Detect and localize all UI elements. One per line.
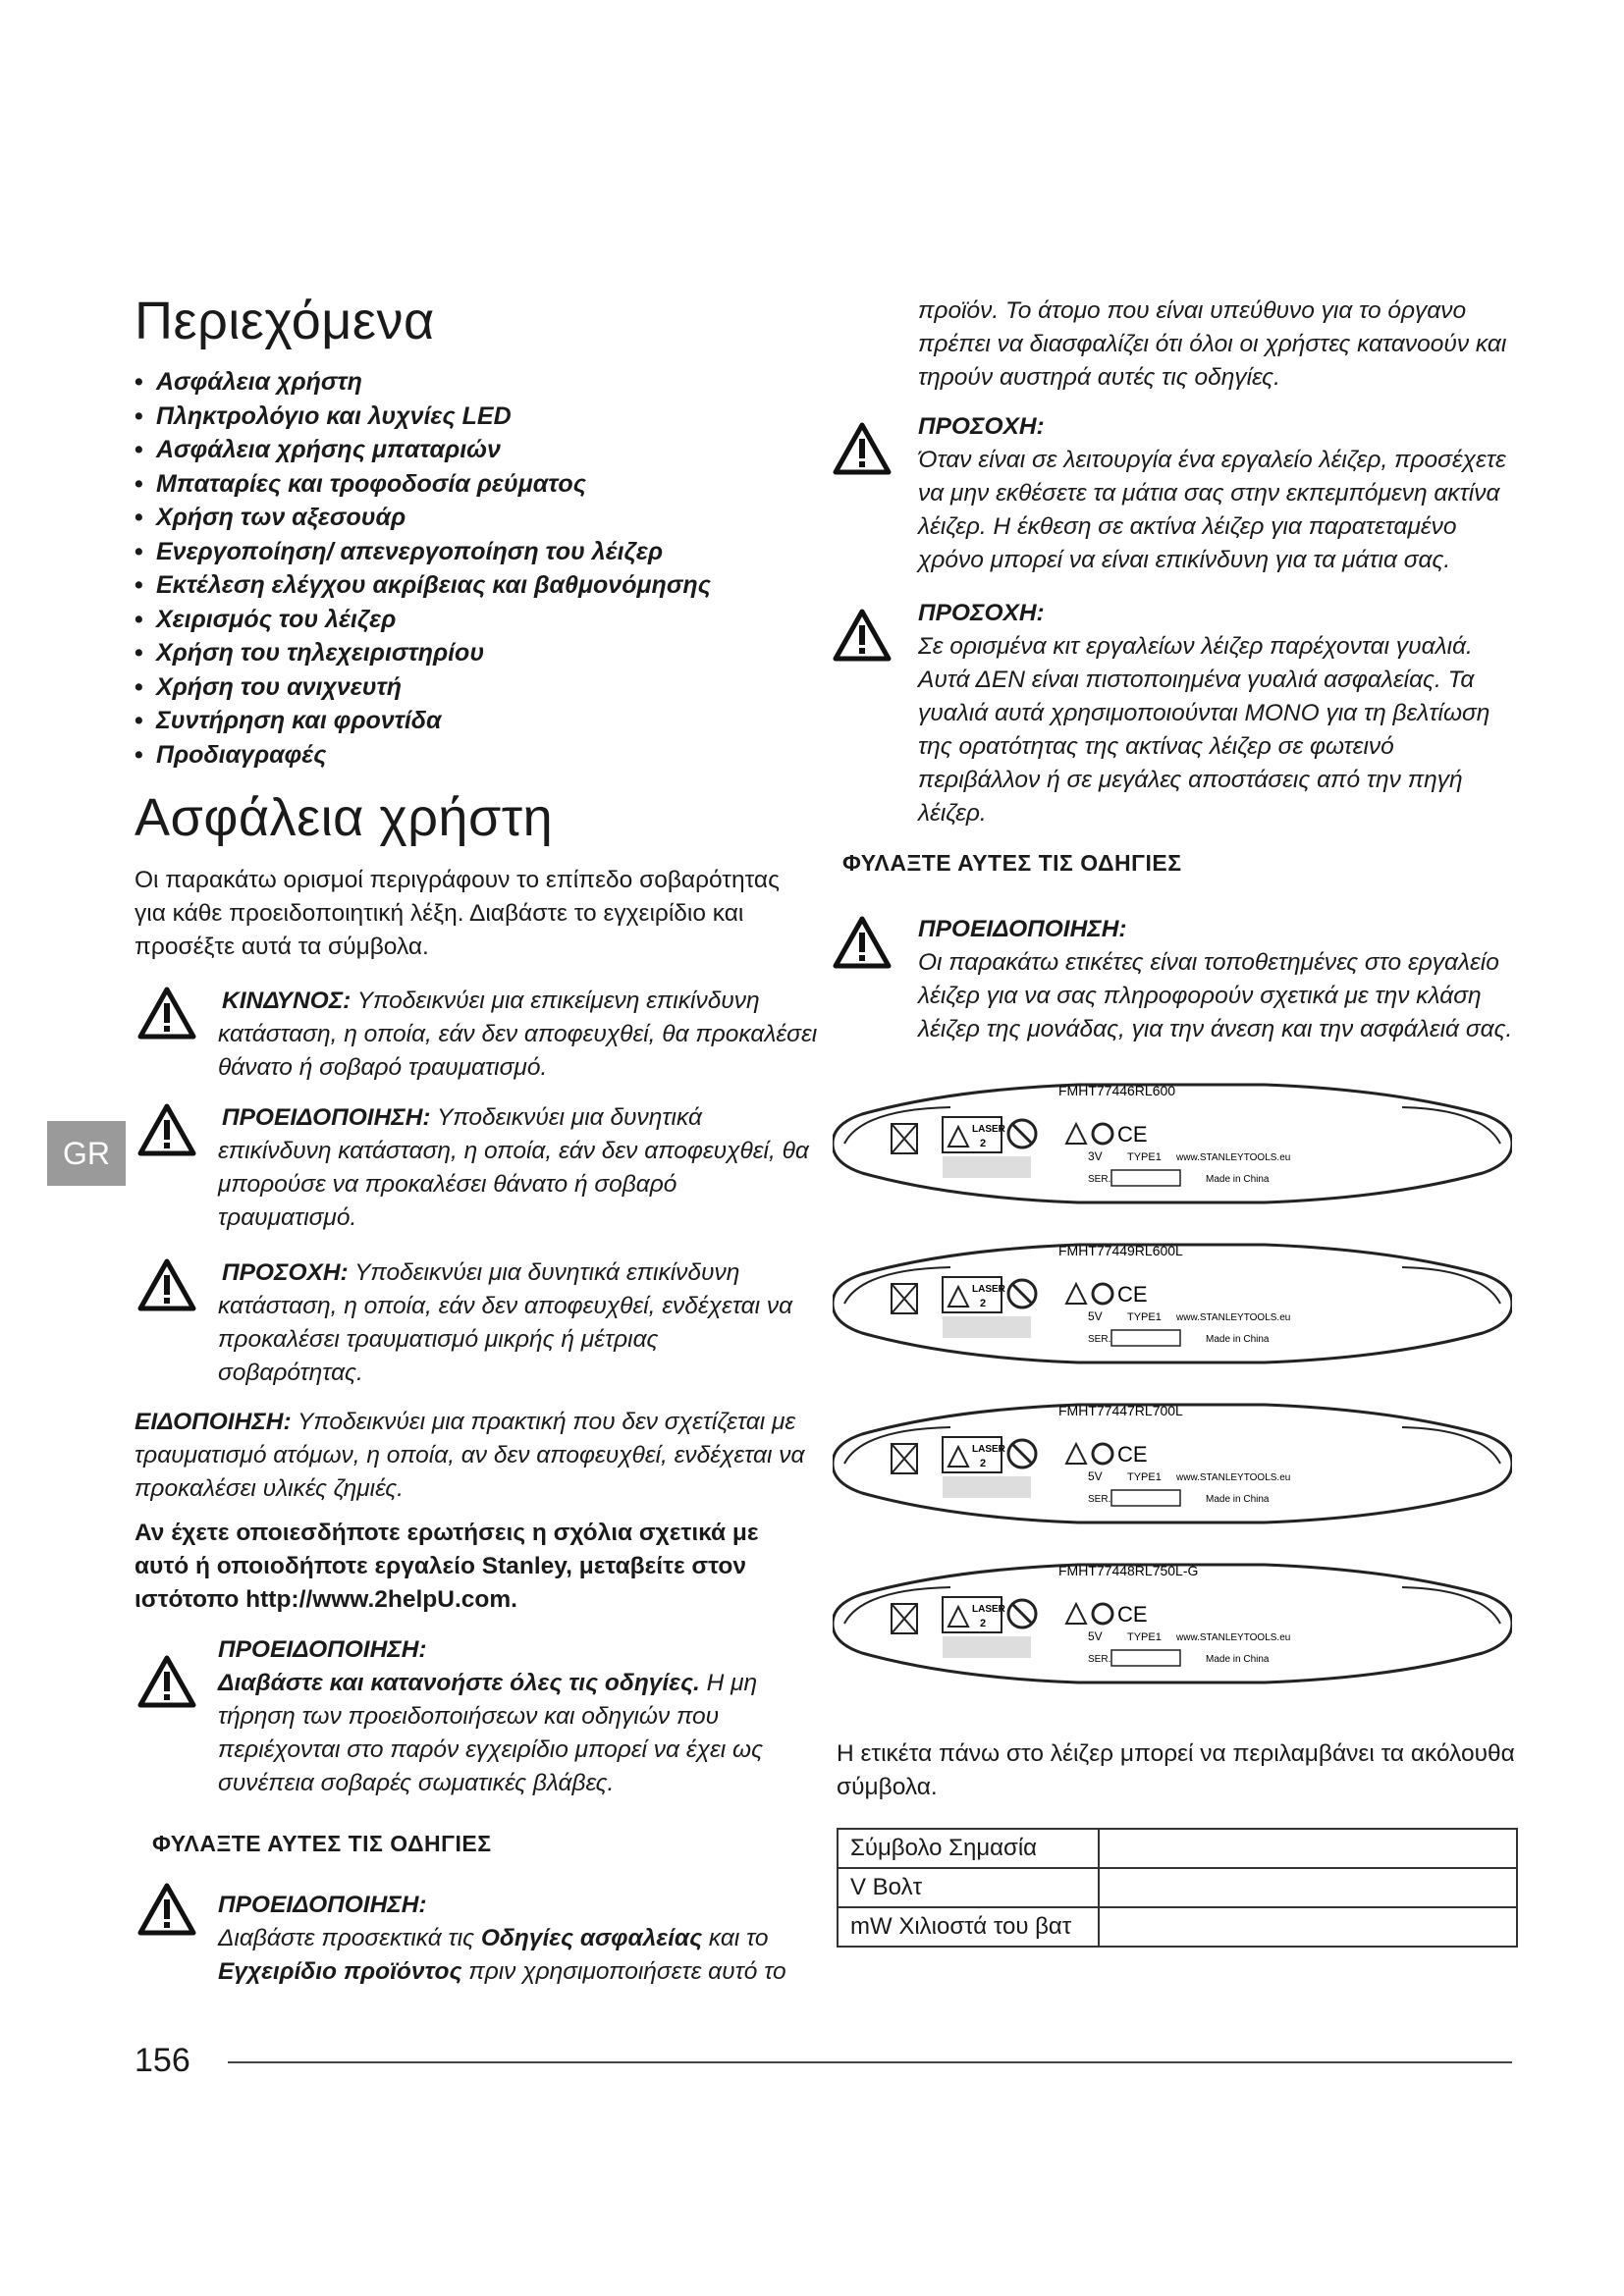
svg-text:5V: 5V	[1088, 1629, 1103, 1643]
laser-label	[833, 1390, 1512, 1537]
laser-label	[833, 1070, 1512, 1217]
keep-instructions-heading: ΦΥΛΑΞΤΕ ΑΥΤΕΣ ΤΙΣ ΟΔΗΓΙΕΣ	[152, 1831, 492, 1856]
svg-text:3V: 3V	[1088, 1149, 1103, 1163]
warning-triangle-icon	[137, 1883, 196, 1936]
notice-definition: ΕΙΔΟΠΟΙΗΣΗ: Υποδεικνύει μια πρακτική που δεν σχετίζεται με τραυματισμό ατόμων, η οποία, αν δεν αποφευχθεί, ενδέχεται να προκαλέσει υλικές ζημιές.	[135, 1409, 805, 1502]
table-cell	[1099, 1868, 1517, 1907]
keep-instructions-heading: ΦΥΛΑΞΤΕ ΑΥΤΕΣ ΤΙΣ ΟΔΗΓΙΕΣ	[842, 850, 1182, 876]
laser-label	[833, 1550, 1512, 1697]
table-cell: mW Χιλιοστά του βατ	[838, 1907, 1099, 1947]
svg-text:TYPE1: TYPE1	[1127, 1631, 1162, 1643]
warning-triangle-icon	[833, 422, 892, 475]
contents-list	[135, 365, 711, 772]
svg-text:Made in China: Made in China	[1206, 1334, 1270, 1345]
svg-text:LASER: LASER	[972, 1124, 1005, 1135]
svg-text:FMHT77446RL600: FMHT77446RL600	[1058, 1083, 1176, 1098]
svg-text:CE: CE	[1117, 1282, 1148, 1307]
svg-text:5V: 5V	[1088, 1469, 1103, 1483]
toc-item[interactable]: • Ασφάλεια χρήσης μπαταριών	[135, 436, 501, 463]
glasses-caution: ΠΡΟΣΟΧΗ: Σε ορισμένα κιτ εργαλείων λέιζερ παρέχονται γυαλιά. Αυτά ΔΕΝ είναι πιστοποιημένα γυαλιά ασφαλείας. Τα γυαλιά αυτά χρησιμοποιούνται ΜΟΝΟ για τη βελτίωση της ορατότητας της ακτίνας λέιζερ σε φωτεινό περιβάλλον ή σε μεγάλες αποστάσεις από την πηγή λέιζερ.	[918, 600, 1490, 827]
svg-text:LASER: LASER	[972, 1444, 1005, 1455]
toc-item[interactable]: • Μπαταρίες και τροφοδοσία ρεύματος	[135, 469, 586, 498]
read-instructions-warning: ΠΡΟΕΙΔΟΠΟΙΗΣΗ: Διαβάστε και κατανοήστε όλες τις οδηγίες. Η μη τήρηση των προειδοποιήσεων και οδηγιών που περιέχονται στο παρόν εγχειρίδιο μπορεί να έχει ως συνέπεια σοβαρές σωματικές βλάβες.	[218, 1636, 763, 1796]
toc-item[interactable]: • Συντήρηση και φροντίδα	[135, 707, 442, 734]
table-cell: Σύμβολο Σημασία	[838, 1829, 1099, 1868]
svg-text:SER.: SER.	[1088, 1174, 1111, 1185]
laser-label-drawing	[833, 1230, 1512, 1377]
svg-text:www.STANLEYTOOLS.eu: www.STANLEYTOOLS.eu	[1176, 1472, 1291, 1483]
svg-text:Made in China: Made in China	[1206, 1494, 1270, 1505]
svg-text:LASER: LASER	[972, 1604, 1005, 1615]
laser-label-drawing	[833, 1390, 1512, 1537]
svg-text:TYPE1: TYPE1	[1127, 1311, 1162, 1323]
table-row	[838, 1907, 1517, 1947]
toc-item[interactable]: • Προδιαγραφές	[135, 740, 327, 769]
svg-text:FMHT77448RL750L-G: FMHT77448RL750L-G	[1058, 1563, 1199, 1578]
svg-text:Made in China: Made in China	[1206, 1174, 1270, 1185]
svg-text:CE: CE	[1117, 1442, 1148, 1467]
svg-text:2: 2	[980, 1458, 987, 1469]
warning-triangle-icon	[137, 987, 196, 1040]
safety-title: Ασφάλεια χρήστη	[135, 788, 554, 847]
toc-item[interactable]: • Χειρισμός του λέιζερ	[135, 605, 397, 633]
laser-label-drawing	[833, 1070, 1512, 1217]
svg-text:CE: CE	[1117, 1602, 1148, 1627]
caution-definition: ΠΡΟΣΟΧΗ: Υποδεικνύει μια δυνητικά επικίνδυνη κατάσταση, η οποία, εάν δεν αποφευχθεί, ενδέχεται να προκαλέσει τραυματισμό μικρής ή μέτριας σοβαρότητας.	[218, 1259, 793, 1386]
symbol-table	[837, 1828, 1518, 1948]
label-symbols-paragraph: Η ετικέτα πάνω στο λέιζερ μπορεί να περιλαμβάνει τα ακόλουθα σύμβολα.	[837, 1740, 1515, 1800]
toc-item[interactable]: • Ασφάλεια χρήστη	[135, 368, 362, 396]
warning-triangle-icon	[137, 1258, 196, 1311]
laser-label	[833, 1230, 1512, 1377]
continued-text: προϊόν. Το άτομο που είναι υπεύθυνο για το όργανο πρέπει να διασφαλίζει ότι όλοι οι χρήστες κατανοούν και τηρούν αυστηρά αυτές τις οδηγίες.	[918, 297, 1507, 391]
svg-text:www.STANLEYTOOLS.eu: www.STANLEYTOOLS.eu	[1176, 1152, 1291, 1163]
warning-definition: ΠΡΟΕΙΔΟΠΟΙΗΣΗ: Υποδεικνύει μια δυνητικά επικίνδυνη κατάσταση, η οποία, εάν δεν αποφευχθεί, θα μπορούσε να προκαλέσει θάνατο ή σοβαρό τραυματισμό.	[218, 1104, 809, 1231]
contents-title: Περιεχόμενα	[135, 292, 435, 350]
svg-text:TYPE1: TYPE1	[1127, 1151, 1162, 1163]
svg-text:LASER: LASER	[972, 1284, 1005, 1295]
svg-text:SER.: SER.	[1088, 1654, 1111, 1665]
toc-item[interactable]: • Εκτέλεση ελέγχου ακρίβειας και βαθμονόμησης	[135, 571, 711, 599]
svg-text:5V: 5V	[1088, 1309, 1103, 1323]
danger-definition: ΚΙΝΔΥΝΟΣ: Υποδεικνύει μια επικείμενη επικίνδυνη κατάσταση, η οποία, εάν δεν αποφευχθεί, θα προκαλέσει θάνατο ή σοβαρό τραυματισμό.	[218, 988, 818, 1081]
svg-text:FMHT77449RL600L: FMHT77449RL600L	[1058, 1243, 1183, 1258]
svg-text:www.STANLEYTOOLS.eu: www.STANLEYTOOLS.eu	[1176, 1312, 1291, 1323]
laser-label-drawing	[833, 1550, 1512, 1697]
table-row	[838, 1868, 1517, 1907]
toc-item[interactable]: • Χρήση του ανιχνευτή	[135, 672, 403, 701]
svg-text:www.STANLEYTOOLS.eu: www.STANLEYTOOLS.eu	[1176, 1632, 1291, 1643]
svg-text:2: 2	[980, 1138, 987, 1149]
svg-text:TYPE1: TYPE1	[1127, 1471, 1162, 1483]
toc-item[interactable]: • Χρήση των αξεσουάρ	[135, 504, 406, 531]
eye-exposure-caution: ΠΡΟΣΟΧΗ: Όταν είναι σε λειτουργία ένα εργαλείο λέιζερ, προσέχετε να μην εκθέσετε τα μάτια σας στην εκπεμπόμενη ακτίνα λέιζερ. Η έκθεση σε ακτίνα λέιζερ για παρατεταμένο χρόνο μπορεί να είναι επικίνδυνη για τα μάτια σας.	[918, 413, 1506, 573]
svg-text:Made in China: Made in China	[1206, 1654, 1270, 1665]
footer-divider	[228, 2061, 1512, 2063]
page-number: 156	[135, 2042, 190, 2079]
read-manual-warning: ΠΡΟΕΙΔΟΠΟΙΗΣΗ: Διαβάστε προσεκτικά τις Οδηγίες ασφαλείας και το Εγχειρίδιο προϊόντος πριν χρησιμοποιήσετε αυτό το	[218, 1892, 786, 1985]
toc-item[interactable]: • Πληκτρολόγιο και λυχνίες LED	[135, 401, 512, 430]
svg-text:SER.: SER.	[1088, 1334, 1111, 1345]
svg-text:FMHT77447RL700L: FMHT77447RL700L	[1058, 1403, 1183, 1418]
toc-item[interactable]: • Ενεργοποίηση/ απενεργοποίηση του λέιζερ	[135, 537, 663, 565]
labels-warning: ΠΡΟΕΙΔΟΠΟΙΗΣΗ: Οι παρακάτω ετικέτες είναι τοποθετημένες στο εργαλείο λέιζερ για να σας πληροφορούν σχετικά με την κλάση λέιζερ της μονάδας, για την άνεση και την ασφάλειά σας.	[918, 916, 1513, 1042]
warning-triangle-icon	[833, 916, 892, 969]
svg-text:2: 2	[980, 1298, 987, 1309]
table-row	[838, 1829, 1517, 1868]
questions-paragraph: Αν έχετε οποιεσδήποτε ερωτήσεις η σχόλια σχετικά με αυτό ή οποιοδήποτε εργαλείο Stanley, μεταβείτε στον ιστότοπο http://www.2helpU.com.	[135, 1520, 759, 1613]
svg-text:SER.: SER.	[1088, 1494, 1111, 1505]
warning-triangle-icon	[137, 1655, 196, 1708]
warning-triangle-icon	[833, 609, 892, 662]
table-cell: V Βολτ	[838, 1868, 1099, 1907]
svg-text:CE: CE	[1117, 1122, 1148, 1147]
warning-triangle-icon	[137, 1103, 196, 1156]
safety-intro: Οι παρακάτω ορισμοί περιγράφουν το επίπεδο σοβαρότητας για κάθε προειδοποιητική λέξη. Διαβάστε το εγχειρίδιο και προσέξτε αυτά τα σύμβολα.	[135, 867, 780, 960]
table-cell	[1099, 1829, 1517, 1868]
language-tab: GR	[47, 1121, 126, 1186]
svg-text:2: 2	[980, 1618, 987, 1629]
toc-item[interactable]: • Χρήση του τηλεχειριστηρίου	[135, 639, 485, 667]
table-cell	[1099, 1907, 1517, 1947]
